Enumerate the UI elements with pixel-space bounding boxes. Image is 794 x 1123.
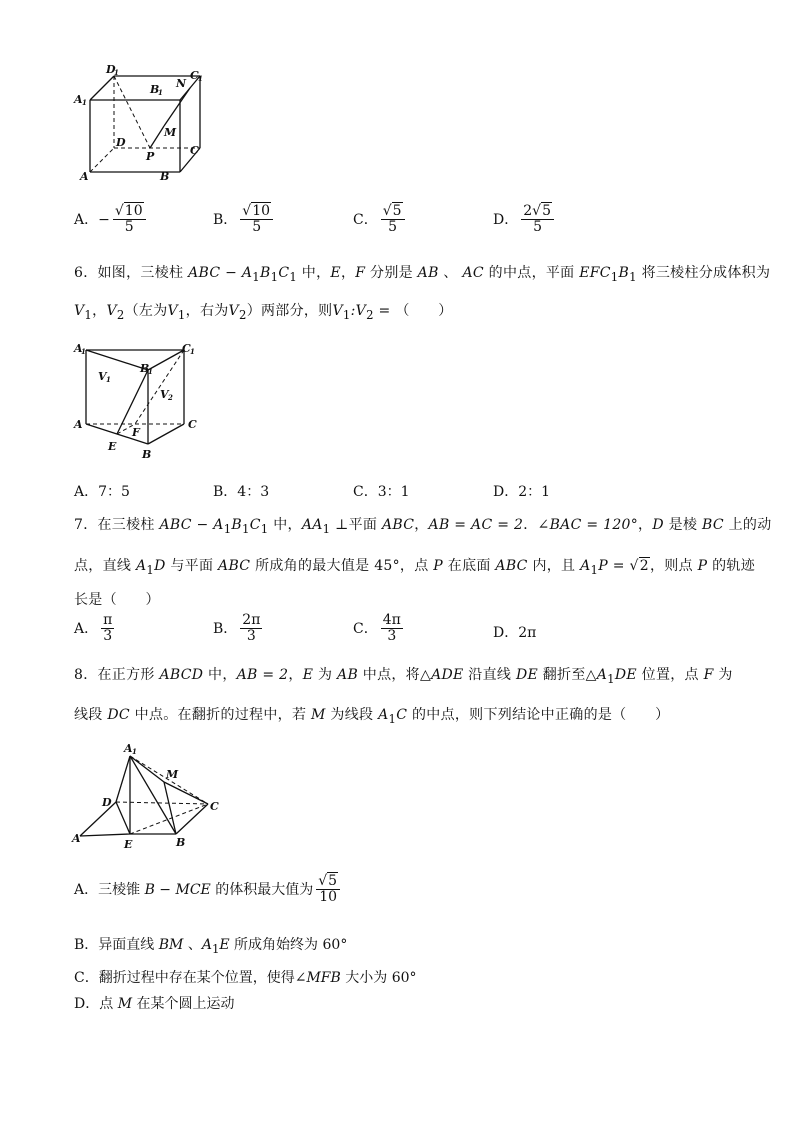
q6-option-c[interactable]: C．3：1 — [353, 484, 410, 500]
svg-text:1: 1 — [82, 98, 87, 107]
q5-option-c[interactable]: C． $\frac{√5}{5}$ — [353, 204, 408, 236]
label-C1: C — [182, 342, 191, 355]
label-N: N — [176, 77, 187, 90]
q8-option-a[interactable]: A．三棱锥 B − MCE 的体积最大值为 $\frac{√5}{10}$ — [74, 874, 343, 906]
label-C: C — [190, 144, 199, 157]
label-C: C — [188, 418, 197, 431]
q7-line-3: 长是（ ） — [74, 592, 160, 608]
label-B1: B — [140, 362, 150, 375]
svg-text:1: 1 — [132, 747, 137, 756]
svg-text:2: 2 — [168, 393, 173, 402]
label-A: A — [74, 418, 83, 431]
q7-line-1: 7．在三棱柱 ABC − $A_1B_1C_1$ 中，$AA_1$ ⊥平面 ABC，AB = AC = 2．∠BAC = 120°，D 是棱 BC 上的动 — [74, 517, 772, 536]
label-B1: B — [150, 83, 160, 96]
q7-option-d[interactable]: D．2π — [493, 625, 537, 641]
cube-figure — [72, 62, 212, 187]
label-C1: C — [190, 69, 199, 82]
q7-option-b[interactable]: B． $\frac{2\pi}{3}$ — [213, 612, 261, 645]
label-D: D — [102, 796, 112, 809]
svg-text:1: 1 — [148, 367, 153, 376]
label-V2: V — [160, 388, 169, 401]
label-E: E — [124, 838, 133, 851]
q8-option-d[interactable]: D．点 M 在某个圆上运动 — [74, 996, 235, 1012]
q5-option-b[interactable]: B． $\frac{√10}{5}$ — [213, 204, 276, 236]
q6-option-d[interactable]: D．2：1 — [493, 484, 551, 500]
q7-option-a[interactable]: A． $\frac{\pi}{3}$ — [74, 612, 113, 645]
label-F: F — [132, 426, 140, 439]
label-A1: A — [124, 742, 133, 755]
label-D1: D — [106, 63, 116, 76]
label-C: C — [210, 800, 219, 813]
prism-figure — [72, 340, 212, 470]
q6-line-1: 6．如图，三棱柱 ABC − $A_1B_1C_1$ 中，E，F 分别是 AB 、 AC 的中点，平面 $EFC_1B_1$ 将三棱柱分成体积为 — [74, 265, 771, 284]
label-B: B — [160, 170, 170, 183]
q8-option-c[interactable]: C．翻折过程中存在某个位置，使得∠MFB 大小为 60° — [74, 970, 417, 986]
label-A: A — [80, 170, 89, 183]
label-B: B — [176, 836, 186, 849]
label-B: B — [142, 448, 152, 461]
q5-option-d[interactable]: D． $\frac{2√5}{5}$ — [493, 204, 557, 236]
label-M: M — [166, 768, 179, 781]
label-A1: A — [74, 342, 83, 355]
label-P: P — [146, 150, 155, 163]
svg-text:1: 1 — [81, 347, 86, 356]
q8-option-b[interactable]: B．异面直线 BM 、$A_1E$ 所成角始终为 60° — [74, 937, 348, 956]
svg-text:1: 1 — [114, 68, 119, 77]
q6-option-b[interactable]: B．4：3 — [213, 484, 270, 500]
svg-text:1: 1 — [190, 347, 195, 356]
q5-option-a[interactable]: A．− $\frac{√10}{5}$ — [74, 204, 149, 236]
label-V1: V — [98, 370, 107, 383]
label-M: M — [164, 126, 177, 139]
q6-line-2: $V_1$，$V_2$（左为$V_1$，右为$V_2$）两部分，则$V_1:V_2$ = （ ） — [74, 303, 453, 322]
q8-line-2: 线段 DC 中点。在翻折的过程中，若 M 为线段 $A_1C$ 的中点，则下列结论中正确的是（ ） — [74, 707, 670, 726]
q8-line-1: 8．在正方形 ABCD 中，AB = 2，E 为 AB 中点，将△ADE 沿直线 DE 翻折至$\triangle A_1DE$ 位置，点 F 为 — [74, 667, 733, 686]
fold-figure — [70, 742, 230, 852]
label-A: A — [72, 832, 81, 845]
svg-text:1: 1 — [198, 74, 203, 83]
q7-line-2: 点，直线 $A_1D$ 与平面 ABC 所成角的最大值是 45°，点 P 在底面 ABC 内，且 $A_1P = √2$，则点 P 的轨迹 — [74, 558, 756, 577]
label-E: E — [108, 440, 117, 453]
q7-option-c[interactable]: C． $\frac{4\pi}{3}$ — [353, 612, 401, 645]
q6-option-a[interactable]: A．7：5 — [74, 484, 130, 500]
label-D: D — [116, 136, 126, 149]
label-A1: A — [74, 93, 83, 106]
svg-text:1: 1 — [158, 88, 163, 97]
svg-text:1: 1 — [106, 375, 111, 384]
